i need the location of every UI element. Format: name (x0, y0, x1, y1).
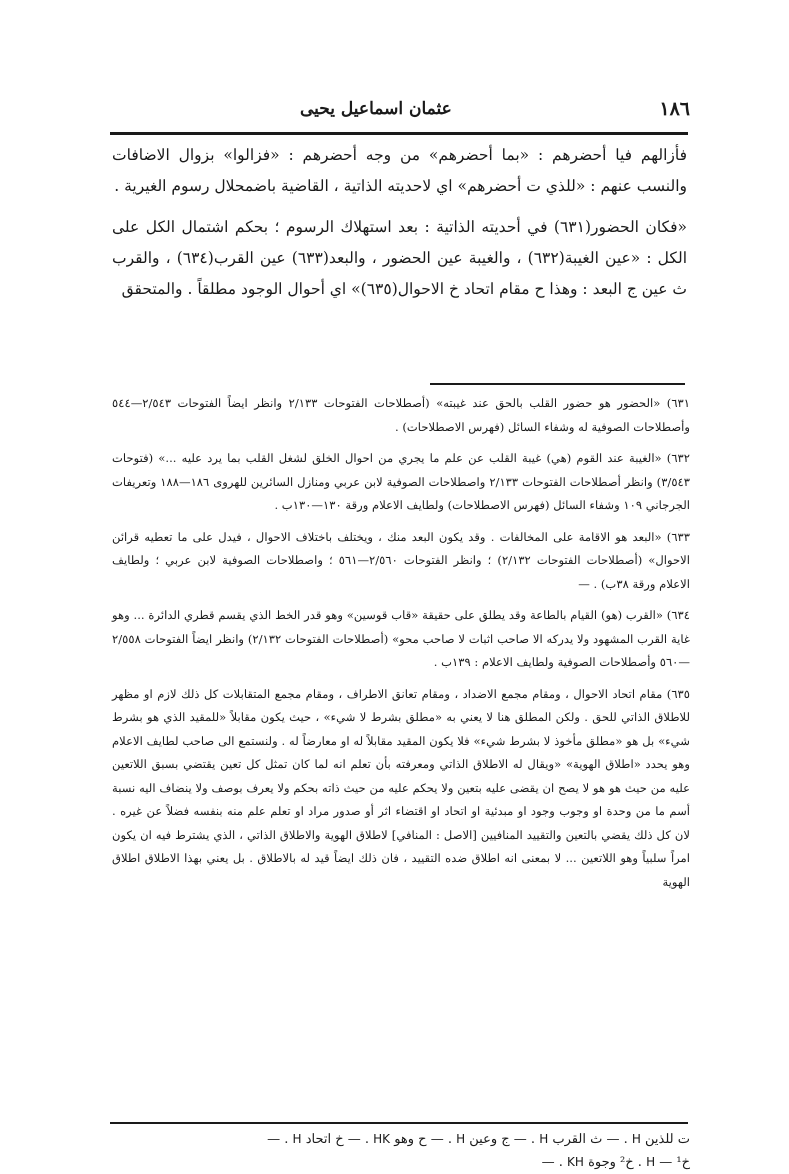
variant-label: . خ² وجوة (588, 1155, 642, 1170)
variant-label: . — خ اتحاد (305, 1132, 369, 1147)
variant-label: خ¹ — (659, 1155, 690, 1170)
page-header (110, 92, 690, 126)
footnote-rule (430, 383, 685, 385)
manuscript-siglum: H (456, 1132, 466, 1146)
footnote-635: ٦٣٥) مقام اتحاد الاحوال ، ومقام مجمع الاضداد ، ومقام تعانق الاطراف ، ومقام مجمع المتقابلات كل ذلك لازم او مظهر للاطلاق الذاتي للحق . ولكن المطلق هنا لا يعني به «مطلق بشرط لا شيء» ، حيث يكون مقابلاً «للمقيد الذي هو بشرط شيء» بل هو «مطلق مأخوذ لا بشرط شيء» فلا يكون المقيد مقابلاً له او معارضاً له . ولنستمع الى صاحب لطايف الاعلام وهو يحدد «اطلاق الهوية» «ويقال له الاطلاق الذاتي ومعرفته بأن تعلم انه لما كان تمثل كل تعين يقتضي بسبق اللاتعين عليه من حيث هو هو لا يصح ان يقضى عليه بتعين ولا يحكم عليه من حيث ذاته بحكم ولا يعرف بوصف ولا ينضاف اليه نسبة أسم ما من وحدة او وجوب وجود او مبدئية او اتحاد او اقتضاء اثر أو صدور مراد او تعلم علم منه بنفسه فضلاً عن غيره . لان كل ذلك يقضي بالتعين والتقييد المنافيين [الاصل : المنافي] لاطلاق الهوية والاطلاق الذاتي ، الذي يشترط فيه ان يكون امراً سلبياً وهو اللاتعين ... لا بمعنى انه اطلاق ضده التقييد ، فان ذلك ايضاً قيد له بالاطلاق . بل يعني بهذا الاطلاق اطلاق الهوية (112, 686, 690, 889)
manuscript-siglum: HK (373, 1132, 391, 1146)
manuscript-siglum: H (539, 1132, 549, 1146)
footnotes (112, 392, 690, 902)
variant-label: ت للذين (645, 1132, 690, 1147)
footnote-633: ٦٣٣) «البعد هو الاقامة على المخالفات . وقد يكون البعد منك ، ويختلف باختلاف الاحوال ، فيدل على ما تعطيه قرائن الاحوال» (أصطلاحات الفتوحات ٢/١٣٢) ؛ وانظر الفتوحات ٢/٥٦٠—٥٦١ ؛ واصطلاحات الصوفية لابن عربي ؛ ولطايف الاعلام ورقة ٣٨ب) . — (112, 529, 691, 591)
variant-label: . — ج وعين (469, 1132, 536, 1147)
apparatus-line-1 (112, 1128, 690, 1151)
running-head: عثمان اسماعيل يحيى (300, 99, 452, 119)
footnote-634: ٦٣٤) «القرب (هو) القيام بالطاعة وقد يطلق على حقيقة «قاب قوسين» وهو قدر الخط الذي يقسم قطري الدائرة ... وهو غاية القرب المشهود ولا يدركه الا صاحب اثبات لا صاحب محو» (أصطلاحات الفتوحات ٢/١٣٢) وانظر ايضاً الفتوحات ٢/٥٥٨—٥٦٠ وأصطلاحات الصوفية ولطايف الاعلام : ١٣٩ب . (112, 608, 690, 669)
manuscript-siglum: H (292, 1132, 302, 1146)
critical-apparatus (112, 1128, 690, 1174)
main-text (112, 140, 687, 315)
header-rule (110, 132, 688, 135)
manuscript-siglum: KH (567, 1155, 584, 1169)
body-paragraph-1: فأزالهم فيا أحضرهم : «بما أحضرهم» من وجه أحضرهم : «فزالوا» بزوال الاضافات والنسب عنهم : «للذي ت أحضرهم» اي لاحديته الذاتية ، القاضية باضمحلال رسوم الغيرية . (112, 146, 687, 195)
variant-label: . — ح وهو (394, 1132, 452, 1147)
variant-label: . — (267, 1132, 289, 1147)
footnote-632: ٦٣٢) «الغيبة عند القوم (هي) غيبة القلب عن علم ما يجري من احوال الخلق لشغل القلب بما يرد عليه ...» (فتوحات ٣/٥٤٣) وانظر أصطلاحات الفتوحات ٢/١٣٣ واصطلاحات الصوفية لابن عربي ومنازل السائرين للهروى ١٨٦—١٨٨ وتعريفات الجرجاني ١٠٩ وشفاء السائل (فهرس الاصطلاحات) ولطايف الاعلام ورقة ١٣٠—١٣٠ب . (112, 451, 691, 512)
body-paragraph-2: «فكان الحضور(٦٣١) في أحديته الذاتية : بعد استهلاك الرسوم ؛ بحكم اشتمال الكل على الكل : «عين الغيبة(٦٣٢) ، والغيبة عين الحضور ، والبعد(٦٣٣) عين القرب(٦٣٤) ، والقرب ث عين ج البعد : وهذا ح مقام اتحاد خ الاحوال(٦٣٥)» اي أحوال الوجود مطلقاً . والمتحقق (112, 218, 688, 298)
manuscript-siglum: H (631, 1132, 641, 1146)
apparatus-rule (110, 1122, 688, 1124)
variant-label: . — ث القرب (552, 1132, 628, 1147)
manuscript-siglum: H (646, 1155, 656, 1169)
variant-label: . — (541, 1155, 563, 1170)
footnote-631: ٦٣١) «الحضور هو حضور القلب بالحق عند غيبته» (أصطلاحات الفتوحات ٢/١٣٣ وانظر ايضاً الفتوحات ٢/٥٤٣—٥٤٤ وأصطلاحات الصوفية له وشفاء السائل (فهرس الاصطلاحات) . (112, 396, 690, 434)
page-number: ١٨٦ (659, 98, 690, 120)
